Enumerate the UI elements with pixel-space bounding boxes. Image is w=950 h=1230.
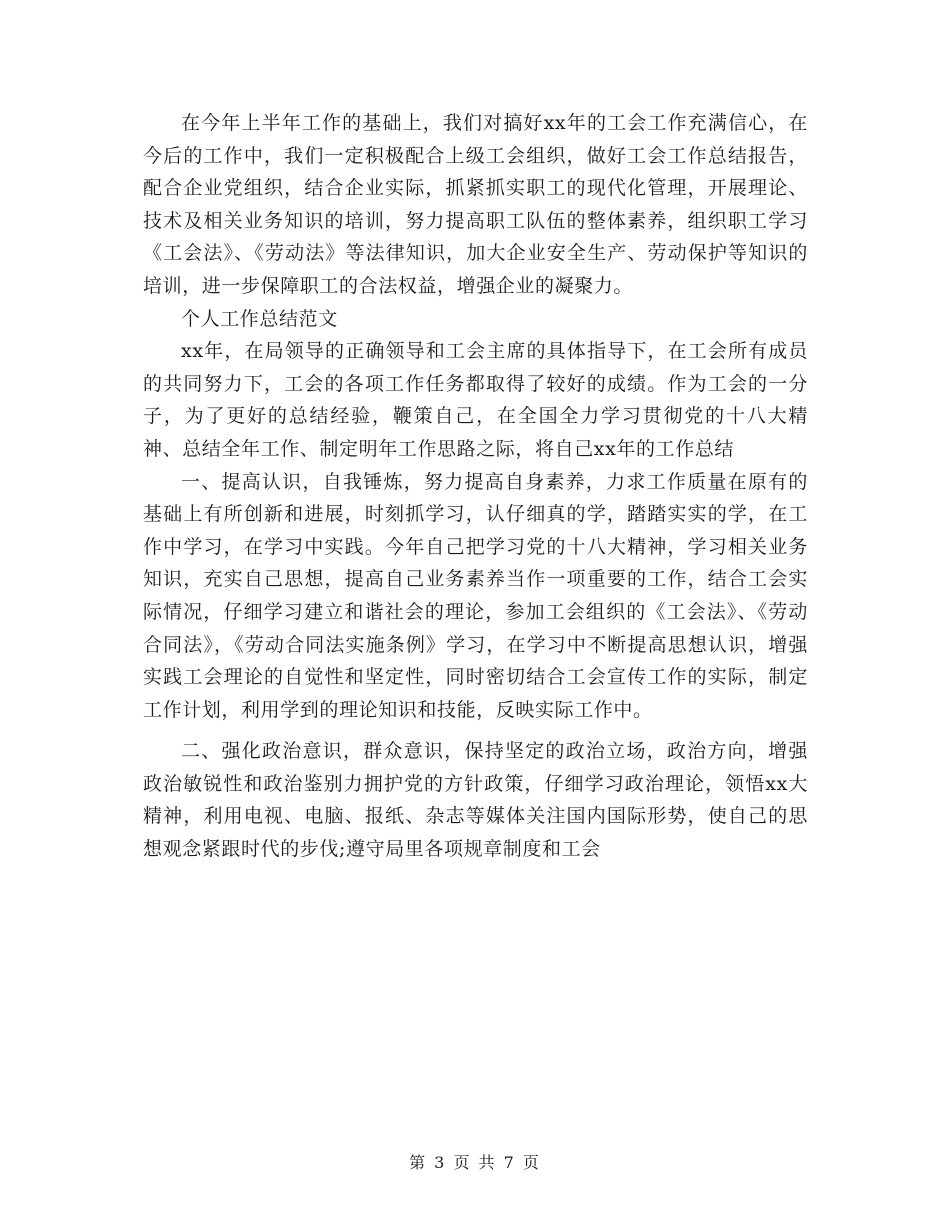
- paragraph-intro: xx年，在局领导的正确领导和工会主席的具体指导下，在工会所有成员的共同努力下，工会的各项工作任务都取得了较好的成绩。作为工会的一分子，为了更好的总结经验，鞭策自己，在全国全力学习贯彻党的十八大精神、总结全年工作、制定明年工作思路之际，将自己xx年的工作总结: [143, 340, 808, 460]
- document-body: [143, 107, 808, 866]
- paragraph-union-outlook: 在今年上半年工作的基础上，我们对搞好xx年的工会工作充满信心，在今后的工作中，我们一定积极配合上级工会组织，做好工会工作总结报告，配合企业党组织，结合企业实际，抓紧抓实职工的现代化管理，开展理论、技术及相关业务知识的培训，努力提高职工队伍的整体素养，组织职工学习《工会法》、《劳动法》等法律知识，加大企业安全生产、劳动保护等知识的培训，进一步保障职工的合法权益，增强企业的凝聚力。: [143, 112, 808, 297]
- section-title: 个人工作总结范文: [181, 307, 338, 330]
- page-number-footer: 第 3 页 共 7 页: [409, 1153, 541, 1172]
- paragraph-point-one: 一、提高认识，自我锤炼，努力提高自身素养，力求工作质量在原有的基础上有所创新和进展，时刻抓学习，认仔细真的学，踏踏实实的学，在工作中学习，在学习中实践。今年自己把学习党的十八大精神，学习相关业务知识，充实自己思想，提高自己业务素养当作一项重要的工作，结合工会实际情况，仔细学习建立和谐社会的理论，参加工会组织的《工会法》、《劳动合同法》，《劳动合同法实施条例》学习，在学习中不断提高思想认识，增强实践工会理论的自觉性和坚定性，同时密切结合工会宣传工作的实际，制定工作计划，利用学到的理论知识和技能，反映实际工作中。: [143, 470, 808, 721]
- paragraph-point-two: 二、强化政治意识，群众意识，保持坚定的政治立场，政治方向，增强政治敏锐性和政治鉴别力拥护党的方针政策，仔细学习政治理论，领悟xx大精神，利用电视、电脑、报纸、杂志等媒体关注国内国际形势，使自己的思想观念紧跟时代的步伐;遵守局里各项规章制度和工会: [143, 740, 808, 861]
